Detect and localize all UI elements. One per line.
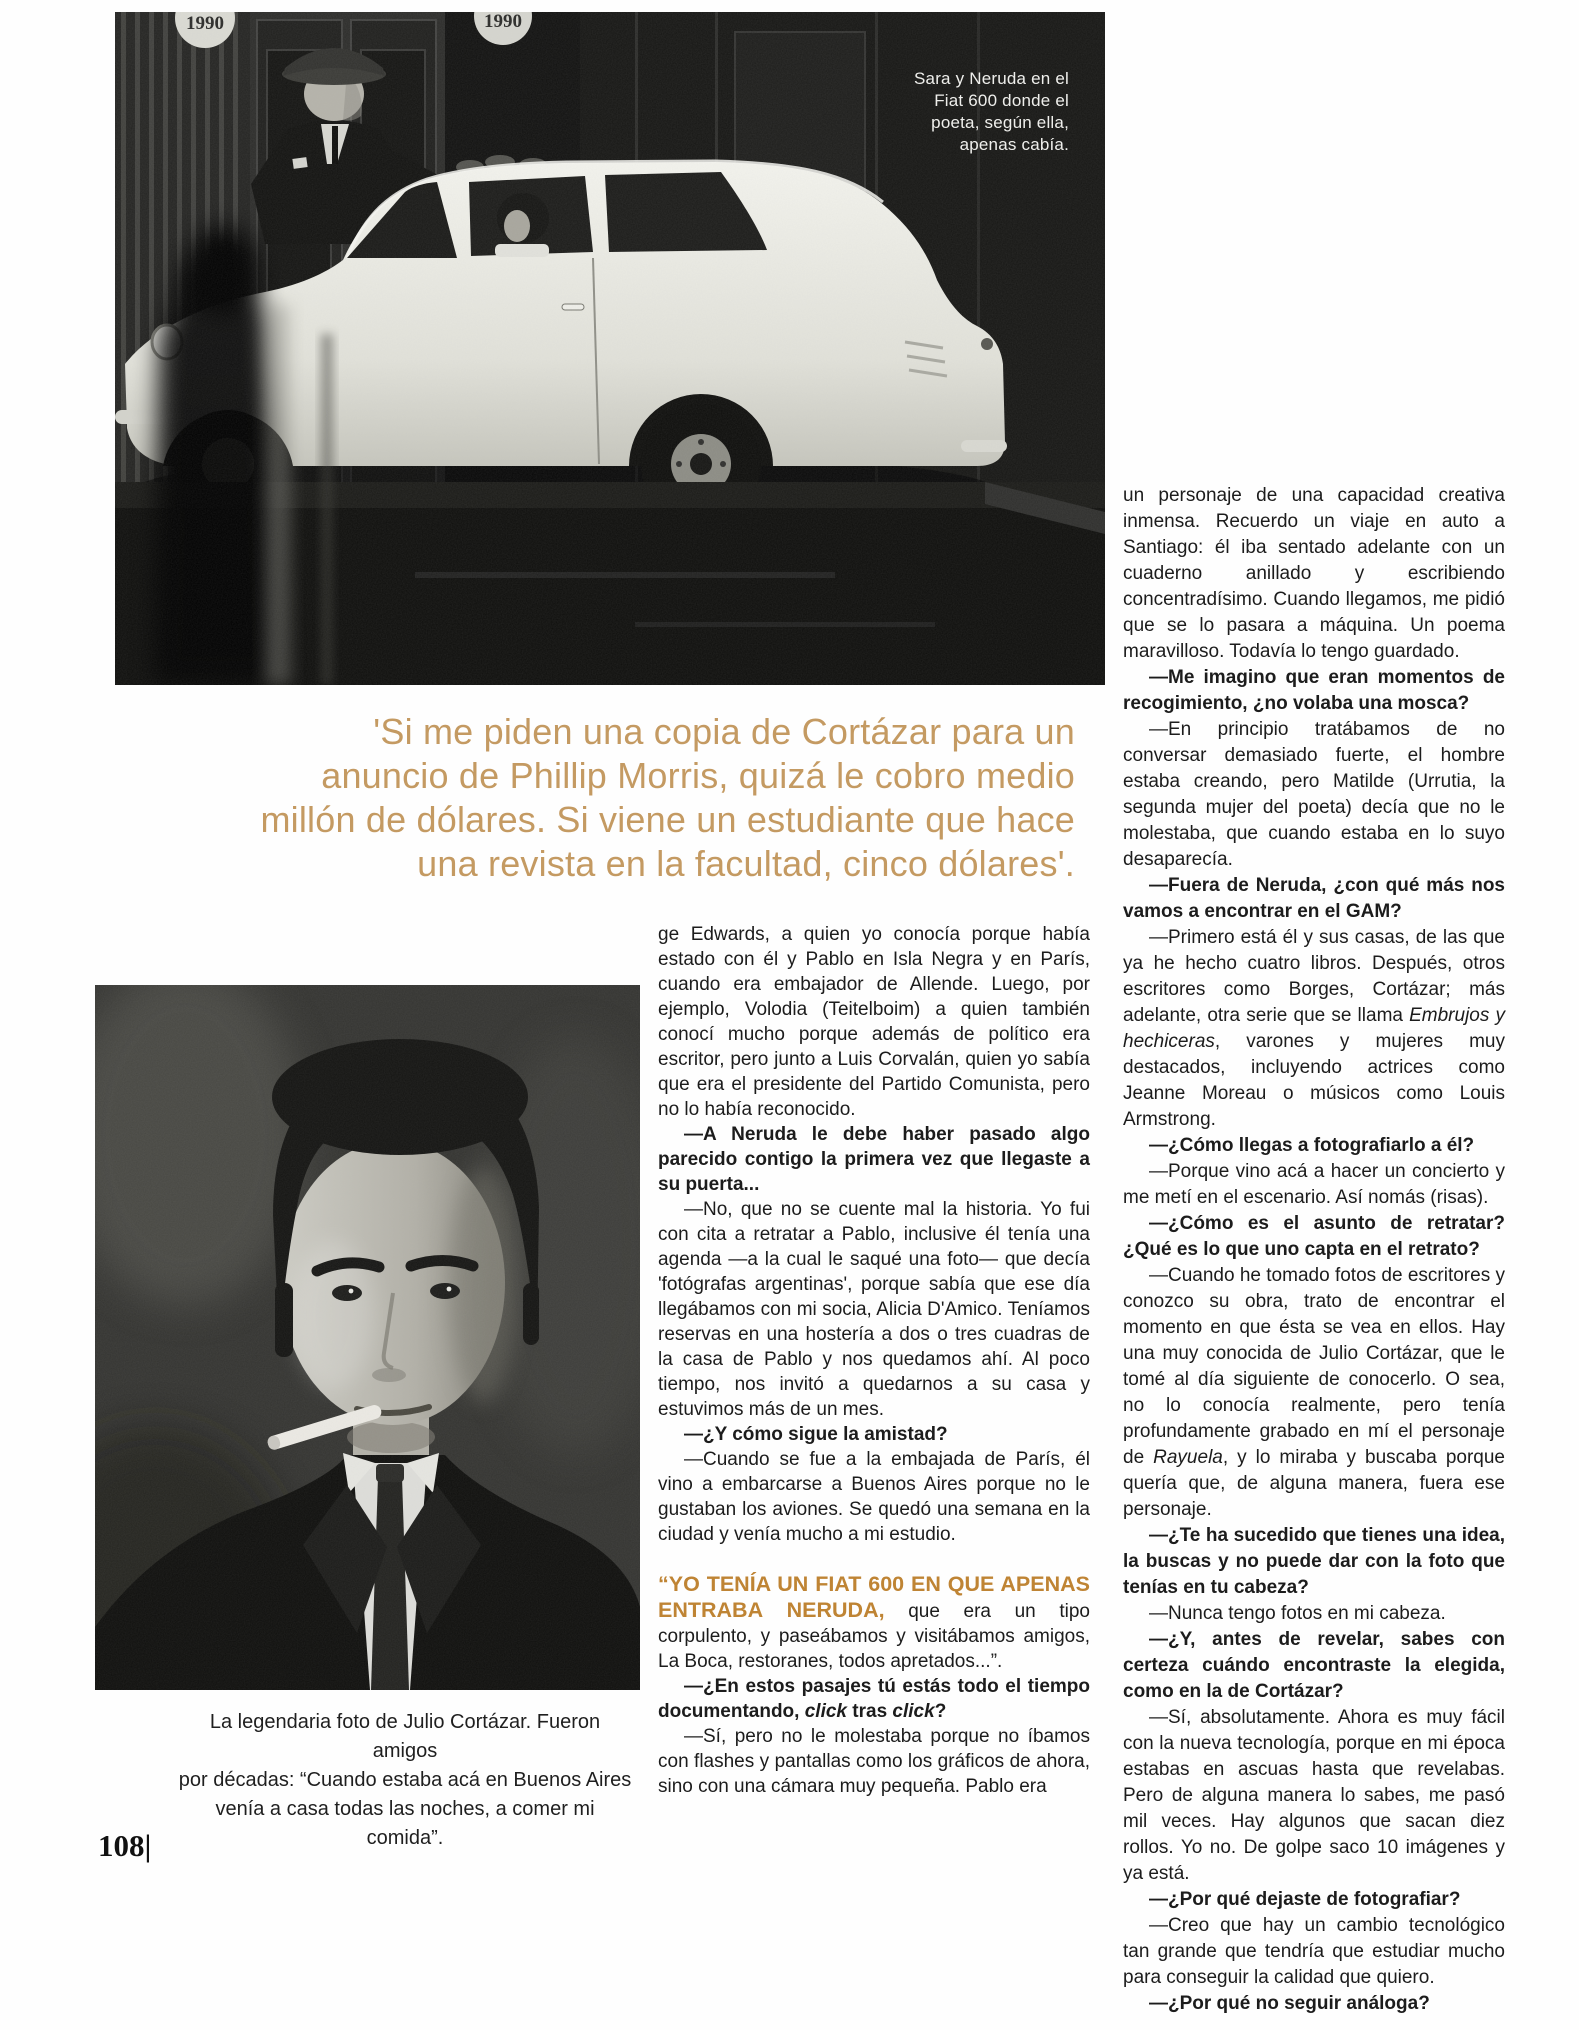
text-segment: —¿Y, antes de revelar, sabes con certeza cuándo encontraste la elegida, como en la de Cortázar?: [1123, 1629, 1505, 1702]
article-column-middle: [658, 922, 1090, 1799]
text-segment: , y lo miraba y buscaba porque quería que, de alguna manera, fuera ese personaje.: [1123, 1447, 1505, 1520]
text-segment: un personaje de una capacidad creativa inmensa. Recuerdo un viaje en auto a Santiago: él iba sentado adelante con un cuaderno anillado y escribiendo concentradísimo. Cuando llegamos, me pidió que se lo pasara a máquina. Un poema maravilloso. Todavía lo tengo guardado.: [1123, 485, 1505, 662]
text-segment: ?: [934, 1701, 947, 1722]
film-grain-overlay: [95, 985, 640, 1690]
text-line: una revista en la facultad, cinco dólares'.: [417, 843, 1075, 884]
portrait-photo: [95, 985, 640, 1690]
text-line: Sara y Neruda en el: [914, 69, 1069, 88]
paragraph-question: [1123, 1887, 1505, 1913]
text-segment: —¿En estos pasajes tú estás todo el tiempo documentando,: [658, 1676, 1090, 1722]
text-line: poeta, según ella,: [931, 113, 1069, 132]
text-segment: Embrujos y hechiceras: [1123, 1005, 1505, 1052]
text-line: venía a casa todas las noches, a comer mi comida”.: [215, 1798, 595, 1849]
text-segment: —En principio tratábamos de no conversar demasiado fuerte, el hombre estaba creando, pero Matilde (Urrutia, la segunda mujer del poeta) decía que no le molestaba, que cuando estaba en lo suyo desaparecía.: [1123, 719, 1505, 870]
text-segment: —¿Cómo es el asunto de retratar? ¿Qué es lo que uno capta en el retrato?: [1123, 1213, 1505, 1260]
portrait-caption: [175, 1708, 635, 1853]
text-segment: —¿Cómo llegas a fotografiarlo a él?: [1149, 1135, 1475, 1156]
paragraph-question: [1123, 1133, 1505, 1159]
paragraph-question: [1123, 873, 1505, 925]
hero-photo: [115, 12, 1105, 685]
paragraph-question: [658, 1422, 1090, 1447]
paragraph-question: [1123, 1991, 1505, 2017]
text-segment: Rayuela: [1153, 1447, 1223, 1468]
paragraph-question: [658, 1674, 1090, 1724]
paragraph-answer: [658, 1197, 1090, 1422]
pull-quote: [160, 710, 1075, 886]
text-segment: —¿Y cómo sigue la amistad?: [684, 1424, 948, 1445]
paragraph-answer: [658, 1447, 1090, 1547]
text-segment: —Primero está él y sus casas, de las que ya he hecho cuatro libros. Después, otros escritores como Borges, Cortázar; más adelante, otra serie que se llama: [1123, 927, 1505, 1026]
subhead-lead-in: “YO TENÍA UN FIAT 600 EN QUE APENAS ENTRABA NERUDA,: [658, 1572, 1090, 1622]
text-segment: —Sí, absolutamente. Ahora es muy fácil con la nueva tecnología, porque en mi época estabas en ascuas hasta que revelabas. Pero de alguna manera lo sabes, me pasó mil veces. Hay algunos que sacan diez rollos. Yo no. De golpe saco 10 imágenes y ya está.: [1123, 1707, 1505, 1884]
text-segment: —Porque vino acá a hacer un concierto y me metí en el escenario. Así nomás (risas).: [1123, 1161, 1505, 1208]
text-segment: —¿Por qué dejaste de fotografiar?: [1149, 1889, 1461, 1910]
paragraph-answer: [1123, 1601, 1505, 1627]
text-segment: click: [804, 1701, 847, 1722]
text-segment: —¿Por qué no seguir análoga?: [1149, 1993, 1430, 2014]
paragraph-answer: [1123, 1263, 1505, 1523]
paragraph-answer: [658, 1724, 1090, 1799]
paragraph-answer: [1123, 717, 1505, 873]
paragraph-lead: [658, 1572, 1090, 1674]
text-segment: ge Edwards, a quien yo conocía porque había estado con él y Pablo en Isla Negra y en París, cuando era embajador de Allende. Luego, por ejemplo, Volodia (Teitelboim) a quien también conocí mucho porque además de político era escritor, pero junto a Luis Corvalán, quien yo sabía que era el presidente del Partido Comunista, pero no lo había reconocido.: [658, 924, 1090, 1120]
paragraph-answer: [1123, 1705, 1505, 1887]
portrait-illustration: [95, 985, 640, 1690]
paragraph-answer: [1123, 925, 1505, 1133]
paragraph-plain: [1123, 483, 1505, 665]
text-line: 'Si me piden una copia de Cortázar para un: [373, 711, 1075, 752]
text-segment: tras: [847, 1701, 893, 1722]
text-line: anuncio de Phillip Morris, quizá le cobro medio: [321, 755, 1075, 796]
paragraph-question: [1123, 1211, 1505, 1263]
paragraph-plain: [658, 922, 1090, 1122]
paragraph-question: [1123, 1523, 1505, 1601]
text-segment: —¿Te ha sucedido que tienes una idea, la buscas y no puede dar con la foto que tenías en tu cabeza?: [1123, 1525, 1505, 1598]
text-line: millón de dólares. Si viene un estudiante que hace: [260, 799, 1075, 840]
text-segment: —Nunca tengo fotos en mi cabeza.: [1149, 1603, 1446, 1624]
text-segment: —No, que no se cuente mal la historia. Yo fui con cita a retratar a Pablo, inclusive él tenía una agenda —a la cual le saqué una foto— que decía 'fotógrafas argentinas', porque sabía que ese día llegábamos con mi socia, Alicia D'Amico. Teníamos reservas en una hostería a dos o tres cuadras de la casa de Pablo y nos quedamos ahí. Al poco tiempo, nos invitó a quedarnos a su casa y estuvimos más de un mes.: [658, 1199, 1090, 1420]
text-segment: que era un tipo corpulento, y paseábamos y visitábamos amigos, La Boca, restoranes, todos apretados...”.: [658, 1601, 1090, 1672]
article-column-right: [1123, 483, 1505, 2017]
text-segment: , varones y mujeres muy destacados, incluyendo actrices como Jeanne Moreau o músicos como Louis Armstrong.: [1123, 1031, 1505, 1130]
paragraph-question: [658, 1122, 1090, 1197]
text-line: apenas cabía.: [959, 135, 1069, 154]
text-segment: —A Neruda le debe haber pasado algo parecido contigo la primera vez que llegaste a su puerta...: [658, 1124, 1090, 1195]
text-segment: —Cuando se fue a la embajada de París, él vino a embarcarse a Buenos Aires porque no le gustaban los aviones. Se quedó una semana en la ciudad y venía mucho a mi estudio.: [658, 1449, 1090, 1545]
paragraph-answer: [1123, 1913, 1505, 1991]
paragraph-question: [1123, 1627, 1505, 1705]
text-segment: —Creo que hay un cambio tecnológico tan grande que tendría que estudiar mucho para conseguir la calidad que quiero.: [1123, 1915, 1505, 1988]
text-line: Fiat 600 donde el: [934, 91, 1069, 110]
text-segment: —Cuando he tomado fotos de escritores y conozco su obra, trato de encontrar el momento en que ésta se vea en ellos. Hay una muy conocida de Julio Cortázar, que le tomé al día siguiente de conocerlo. O sea, no lo conocía realmente, pero tenía profundamente grabado en mí el personaje de: [1123, 1265, 1505, 1468]
text-segment: —Me imagino que eran momentos de recogimiento, ¿no volaba una mosca?: [1123, 667, 1505, 714]
page-number: 108|: [98, 1828, 152, 1863]
text-segment: —Sí, pero no le molestaba porque no íbamos con flashes y pantallas como los gráficos de ahora, sino con una cámara muy pequeña. Pablo era: [658, 1726, 1090, 1797]
text-line: por décadas: “Cuando estaba acá en Buenos Aires: [178, 1769, 632, 1791]
hero-photo-caption: [914, 68, 1069, 156]
text-segment: —Fuera de Neruda, ¿con qué más nos vamos a encontrar en el GAM?: [1123, 875, 1505, 922]
text-segment: click: [892, 1701, 935, 1722]
paragraph-answer: [1123, 1159, 1505, 1211]
paragraph-question: [1123, 665, 1505, 717]
text-line: La legendaria foto de Julio Cortázar. Fueron amigos: [209, 1711, 601, 1762]
